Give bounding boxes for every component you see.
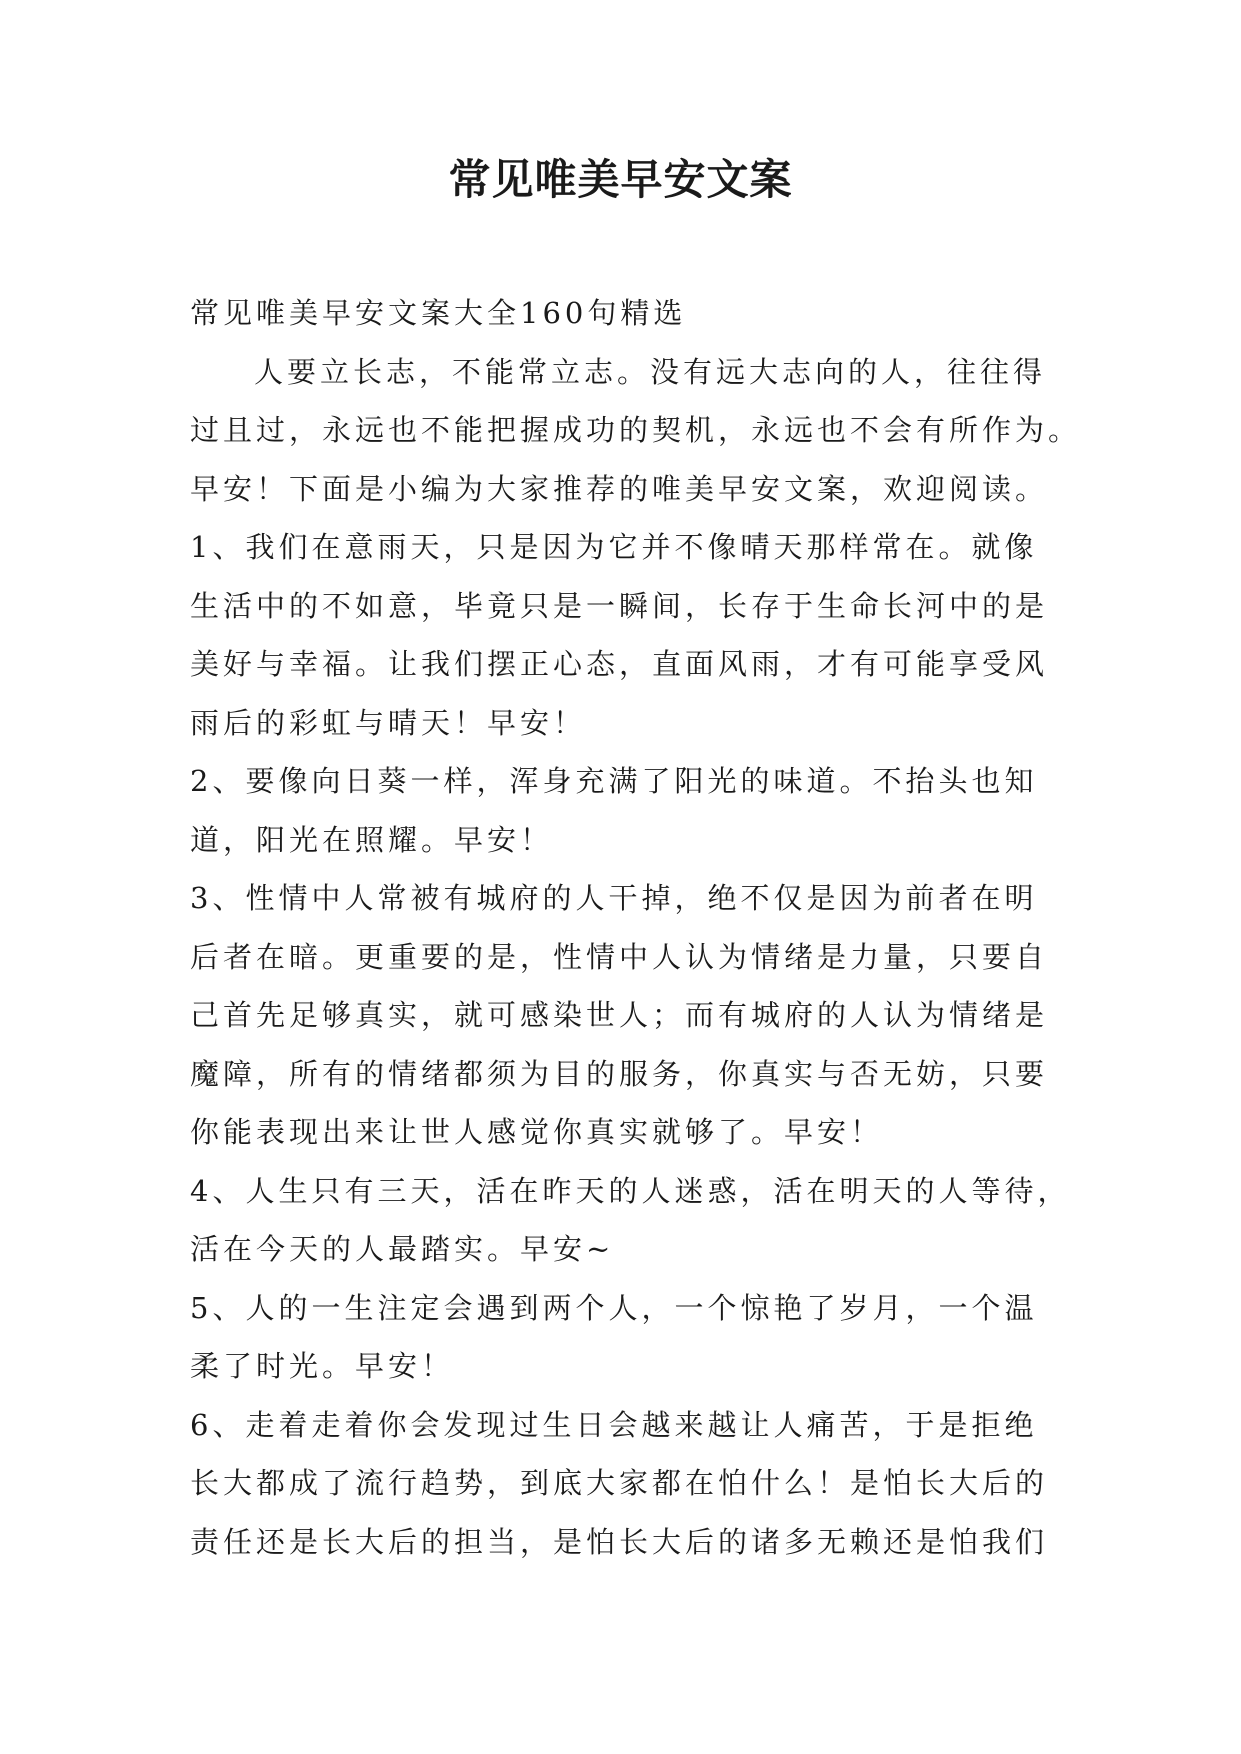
paragraph-line: 活在今天的人最踏实。早安~ [190,1232,615,1266]
paragraph-line: 生活中的不如意，毕竟只是一瞬间，长存于生命长河中的是 [190,588,1049,623]
document-body [190,284,1082,1571]
paragraph-line: 柔了时光。早安！ [190,1349,455,1383]
paragraph-line: 责任还是长大后的担当，是怕长大后的诸多无赖还是怕我们 [190,1524,1049,1559]
paragraph-line: 1、我们在意雨天，只是因为它并不像晴天那样常在。就像 [190,530,1038,564]
document-title: 常见唯美早安文案 [448,155,793,204]
paragraph-line: 美好与幸福。让我们摆正心态，直面风雨，才有可能享受风 [190,647,1049,681]
paragraph-line: 雨后的彩虹与晴天！早安！ [190,705,587,740]
paragraph-line: 6、走着走着你会发现过生日会越来越让人痛苦，于是拒绝 [190,1407,1038,1442]
paragraph-line: 4、人生只有三天，活在昨天的人迷惑，活在明天的人等待， [190,1173,1071,1208]
paragraph-line: 魔障，所有的情绪都须为目的服务，你真实与否无妨，只要 [190,1056,1049,1091]
paragraph-line: 2、要像向日葵一样，浑身充满了阳光的味道。不抬头也知 [190,764,1038,798]
paragraph-line: 人要立长志，不能常立志。没有远大志向的人，往往得 [254,354,1047,389]
paragraph-line: 己首先足够真实，就可感染世人；而有城府的人认为情绪是 [190,998,1049,1032]
paragraph-line: 3、性情中人常被有城府的人干掉，绝不仅是因为前者在明 [190,881,1038,915]
paragraph-line: 过且过，永远也不能把握成功的契机，永远也不会有所作为。 [190,413,1082,447]
paragraph-line: 后者在暗。更重要的是，性情中人认为情绪是力量，只要自 [190,939,1049,974]
paragraph-line: 你能表现出来让世人感觉你真实就够了。早安！ [190,1115,884,1149]
paragraph-line: 长大都成了流行趋势，到底大家都在怕什么！是怕长大后的 [190,1466,1049,1500]
paragraph-line: 早安！下面是小编为大家推荐的唯美早安文案，欢迎阅读。 [190,471,1049,506]
subtitle-line: 常见唯美早安文案大全160句精选 [190,296,687,330]
paragraph-line: 道，阳光在照耀。早安！ [190,822,554,857]
paragraph-line: 5、人的一生注定会遇到两个人，一个惊艳了岁月，一个温 [190,1290,1038,1325]
